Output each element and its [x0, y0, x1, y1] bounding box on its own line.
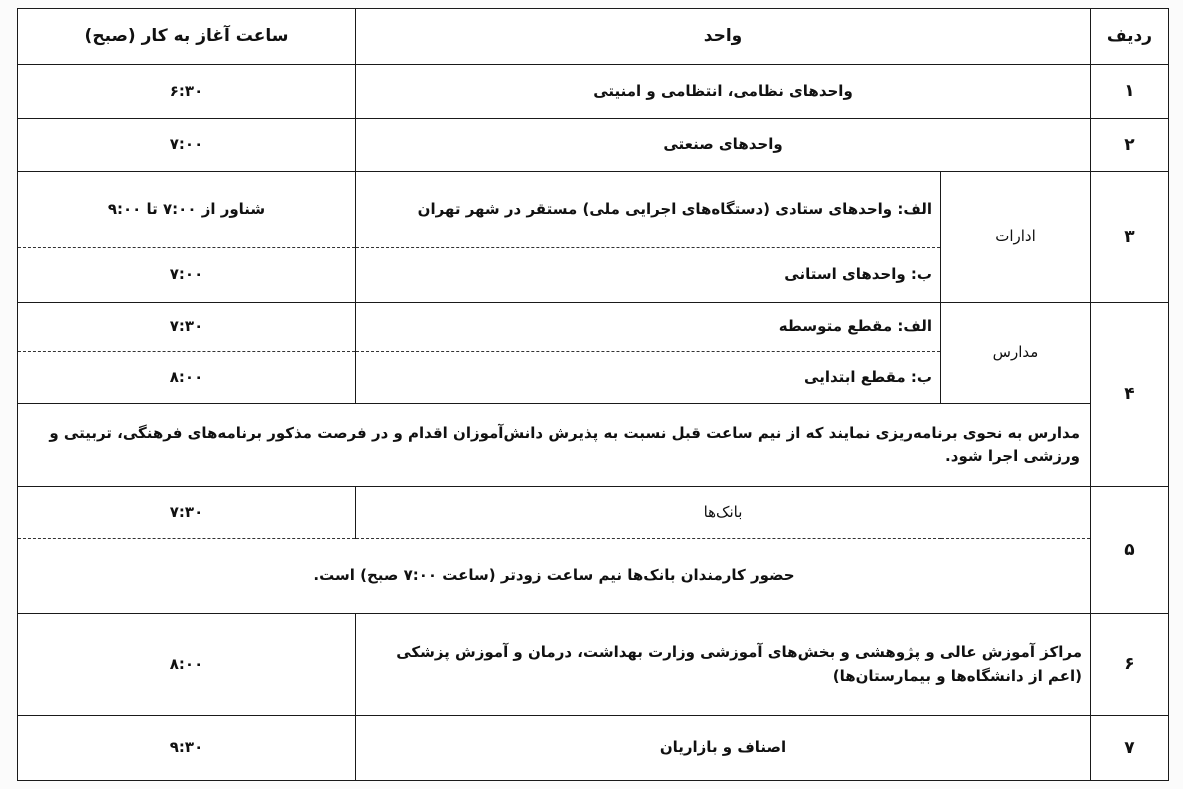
time-cell: ۹:۳۰ [18, 716, 356, 781]
row-number: ۴ [1091, 303, 1169, 487]
group-cell: ادارات [941, 172, 1091, 303]
unit-cell: واحدهای نظامی، انتظامی و امنیتی [356, 65, 1091, 119]
table-row-7 [18, 716, 1169, 781]
row-number: ۳ [1091, 172, 1169, 303]
schedule-sheet [17, 8, 1168, 780]
table-row-6 [18, 614, 1169, 716]
table-row-2 [18, 119, 1169, 172]
row-number: ۲ [1091, 119, 1169, 172]
table-row-5a [18, 487, 1169, 539]
header-unit: واحد [356, 9, 1091, 65]
time-cell: ۷:۰۰ [18, 248, 356, 303]
header-row-number: ردیف [1091, 9, 1169, 65]
time-cell: ۸:۰۰ [18, 352, 356, 404]
time-cell: ۷:۳۰ [18, 487, 356, 539]
note-cell: حضور کارمندان بانک‌ها نیم ساعت زودتر (ساعت ۷:۰۰ صبح) است. [18, 539, 1091, 614]
time-cell: ۷:۳۰ [18, 303, 356, 352]
time-cell: ۸:۰۰ [18, 614, 356, 716]
unit-cell: مراکز آموزش عالی و پژوهشی و بخش‌های آموزشی وزارت بهداشت، درمان و آموزش پزشکی (اعم از دانشگاه‌ها و بیمارستان‌ها) [356, 614, 1091, 716]
unit-cell: واحدهای صنعتی [356, 119, 1091, 172]
row-number: ۷ [1091, 716, 1169, 781]
table-row-1 [18, 65, 1169, 119]
unit-cell: الف: واحدهای ستادی (دستگاه‌های اجرایی ملی) مستقر در شهر تهران [356, 172, 941, 248]
row-number: ۵ [1091, 487, 1169, 614]
unit-cell: ب: مقطع ابتدایی [356, 352, 941, 404]
table-row-4a [18, 303, 1169, 352]
note-cell: مدارس به نحوی برنامه‌ریزی نمایند که از نیم ساعت قبل نسبت به پذیرش دانش‌آموزان اقدام و در فرصت مذکور برنامه‌های فرهنگی، تربیتی و ورزشی اجرا شود. [18, 404, 1091, 487]
time-cell: ۷:۰۰ [18, 119, 356, 172]
row-number: ۱ [1091, 65, 1169, 119]
header-row [18, 9, 1169, 65]
work-start-table [17, 8, 1169, 781]
unit-cell: بانک‌ها [356, 487, 1091, 539]
time-cell: شناور از ۷:۰۰ تا ۹:۰۰ [18, 172, 356, 248]
time-cell: ۶:۳۰ [18, 65, 356, 119]
header-start-time: ساعت آغاز به کار (صبح) [18, 9, 356, 65]
unit-cell: ب: واحدهای استانی [356, 248, 941, 303]
table-row-5-note [18, 539, 1169, 614]
row-number: ۶ [1091, 614, 1169, 716]
table-row-4-note [18, 404, 1169, 487]
unit-cell: اصناف و بازاریان [356, 716, 1091, 781]
group-cell: مدارس [941, 303, 1091, 404]
unit-cell: الف: مقطع متوسطه [356, 303, 941, 352]
table-row-3a [18, 172, 1169, 248]
